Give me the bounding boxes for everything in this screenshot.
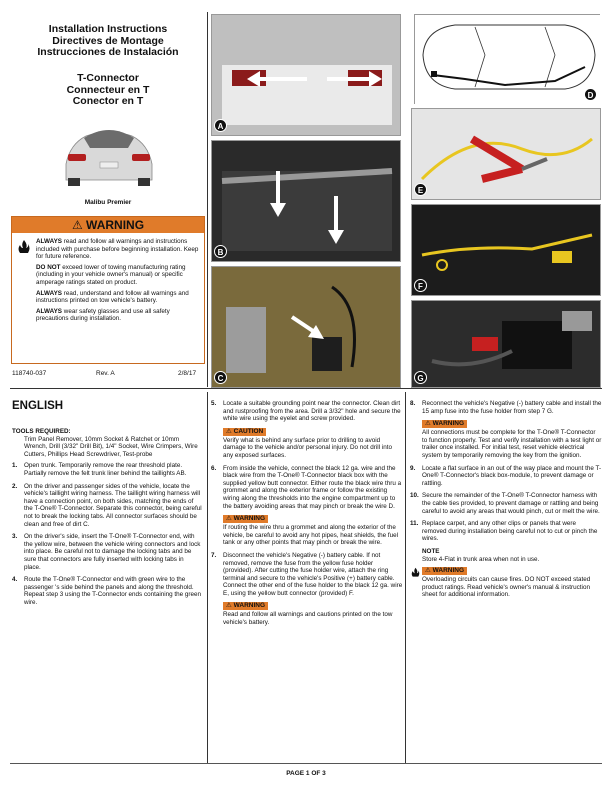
- step-2: 2. On the driver and passenger sides of the vehicle, locate the vehicle's taillight wiring harness. The taillight wiring harness will have a connection point, on both sides, matching the ends of the T-One® T-Connector. Separate this connector, being careful not to break the locking tabs. All connector surfaces should be clean and free of dirt C.: [12, 482, 202, 528]
- caution-5: ⚠ CAUTION Verify what is behind any surface prior to drilling to avoid damage to the vehicle and/or personal injury. Do not drill into any exposed surfaces.: [223, 427, 392, 459]
- photo-d: [414, 14, 600, 104]
- photo-label-e: E: [414, 183, 427, 196]
- column-3: [410, 400, 602, 599]
- photo-e: [411, 108, 601, 200]
- step-9: 9. Locate a flat surface in an out of the way place and mount the T-One® T-Connector's black box-module, to prevent damage or rattling.: [410, 464, 602, 487]
- date: 2/8/17: [178, 370, 197, 377]
- note: NOTE Store 4-Flat in trunk area when not in use.: [422, 547, 540, 563]
- warning-6: ⚠ WARNING If routing the wire thru a grommet and along the exterior of the vehicle, be careful to avoid any hot pipes, heat shields, the fuel tank or any other points that may pinch or break the wire.: [223, 515, 399, 547]
- divider: [405, 392, 406, 764]
- title-fr: Directives de Montage: [52, 34, 164, 47]
- step-10: 10. Secure the remainder of the T-One® T-Connector harness with the cable ties provided, to prevent damage or rattling and being careful to avoid any areas that would pinch, cut or melt the wire.: [410, 492, 600, 515]
- warning-box: [11, 216, 205, 364]
- section-title: ENGLISH: [12, 400, 64, 412]
- photo-f: [411, 204, 601, 296]
- product-block: [10, 73, 206, 108]
- photo-c: [211, 266, 401, 388]
- step-8: 8. Reconnect the vehicle's Negative (-) battery cable and install the 15 amp fuse into the fuse holder from step 7 G.: [410, 400, 602, 415]
- page-number: PAGE 1 OF 3: [286, 770, 326, 777]
- vehicle-image: [56, 114, 162, 192]
- photo-label-g: G: [414, 371, 427, 384]
- fire-icon: [16, 239, 32, 255]
- warning-7: ⚠ WARNING Read and follow all warnings and cautions printed on the tow vehicle's battery.: [223, 602, 393, 627]
- step-5: 5. Locate a suitable grounding point near the connector. Clean dirt and rustproofing from the area. Drill a 3/32" hole and secure the white wire using the eyelet and screw provided.: [211, 400, 401, 423]
- warning-p4: ALWAYS wear safety glasses and use all safety precautions during installation.: [36, 307, 170, 323]
- photo-g: [411, 300, 601, 388]
- title-en: Installation Instructions: [48, 23, 168, 35]
- divider: [207, 392, 208, 764]
- warning-p2: DO NOT exceed lower of towing manufacturing rating (including in your vehicle owner's manual) or specific amperage ratings stated on product.: [36, 263, 186, 286]
- step-3: 3. On the driver's side, insert the T-One® T-Connector end, with the yellow wire, between the vehicle wiring connectors and lock into place. Be careful not to damage the locking tabs and be sure that connectors are fully inserted with locking tabs in place.: [12, 533, 201, 571]
- photo-a: [211, 14, 401, 136]
- revision: Rev. A: [96, 370, 115, 377]
- step-11: 11. Replace carpet, and any other clips or panels that were removed during installation being careful not to cut or pinch the wires.: [410, 520, 598, 543]
- warning-final: ⚠ WARNING Overloading circuits can cause fires. DO NOT exceed stated product ratings. Read vehicle's owner's manual & instruction sheet for additional information.: [410, 567, 602, 599]
- fire-icon: [410, 567, 421, 581]
- warning-p1: ALWAYS read and follow all warnings and instructions included with purchase before beginning installation. Keep for future reference.: [36, 238, 199, 261]
- vehicle-caption: Malibu Premier: [84, 199, 132, 206]
- column-2: [211, 400, 403, 627]
- title-es: Instrucciones de Instalación: [37, 46, 179, 58]
- step-1: 1. Open trunk. Temporarily remove the rear threshold plate. Partially remove the felt trunk liner behind the taillights AB.: [12, 462, 187, 477]
- photo-b: [211, 140, 401, 262]
- photo-label-d: D: [584, 88, 597, 101]
- title-block: [10, 24, 206, 59]
- step-4: 4. Route the T-One® T-Connector end with green wire to the passenger 's side behind the panels and along the threshold. Repeat step 3 using the T-Connector ends containing the green wire.: [12, 576, 202, 606]
- divider: [10, 388, 602, 389]
- tools-text: Trim Panel Remover, 10mm Socket & Ratchet or 10mm Wrench, Drill (3/32" Drill Bit), 1/4" Socket, Wire Crimpers, Wire Cutters, Phillips Head Screwdriver, Test-probe: [24, 435, 198, 458]
- warning-p3: ALWAYS read, understand and follow all warnings and instructions printed on tow vehicle's battery.: [36, 289, 189, 305]
- photo-label-f: F: [414, 279, 427, 292]
- warning-header: ⚠ WARNING: [12, 217, 204, 233]
- step-7: 7. Disconnect the vehicle's Negative (-) battery cable. If not removed, remove the fuse from the yellow fuse holder (provided). After cutting the fuse holder wire, attach the ring terminal and secure to the vehicle's Positive (+) battery cable. Connect the other end of the fuse holder to the black 12 ga. wire E, using the yellow butt connector (provided) F.: [211, 551, 403, 597]
- warning-8: ⚠ WARNING All connections must be complete for the T-One® T-Connector to function properly. Test and verify installation with a test light or trailer once installed. For initial test, reset vehicle electrical system by temporarily removing the key from the ignition.: [422, 420, 602, 459]
- warning-title: WARNING: [86, 218, 145, 232]
- product-en: T-Connector: [77, 72, 139, 84]
- photo-label-b: B: [214, 245, 227, 258]
- footer-rule: [10, 763, 602, 764]
- product-es: Conector en T: [72, 95, 144, 107]
- photo-label-c: C: [214, 371, 227, 384]
- part-number: 118740-037: [12, 370, 47, 377]
- divider: [207, 12, 208, 387]
- tools-title: TOOLS REQUIRED:: [12, 428, 71, 435]
- photo-label-a: A: [214, 119, 227, 132]
- step-6: 6. From inside the vehicle, connect the black 12 ga. wire and the black wire from the T-One® T-Connector black box with the supplied yellow butt connector. Either route the black wire thru a grommet and along the exterior frame or follow the existing wiring along the thresholds into the engine compartment up to the battery avoiding areas that may pinch or break the wire D.: [211, 464, 402, 510]
- caution-label: ⚠ CAUTION: [223, 428, 266, 436]
- column-1: [12, 428, 202, 611]
- product-fr: Connecteur en T: [66, 83, 150, 96]
